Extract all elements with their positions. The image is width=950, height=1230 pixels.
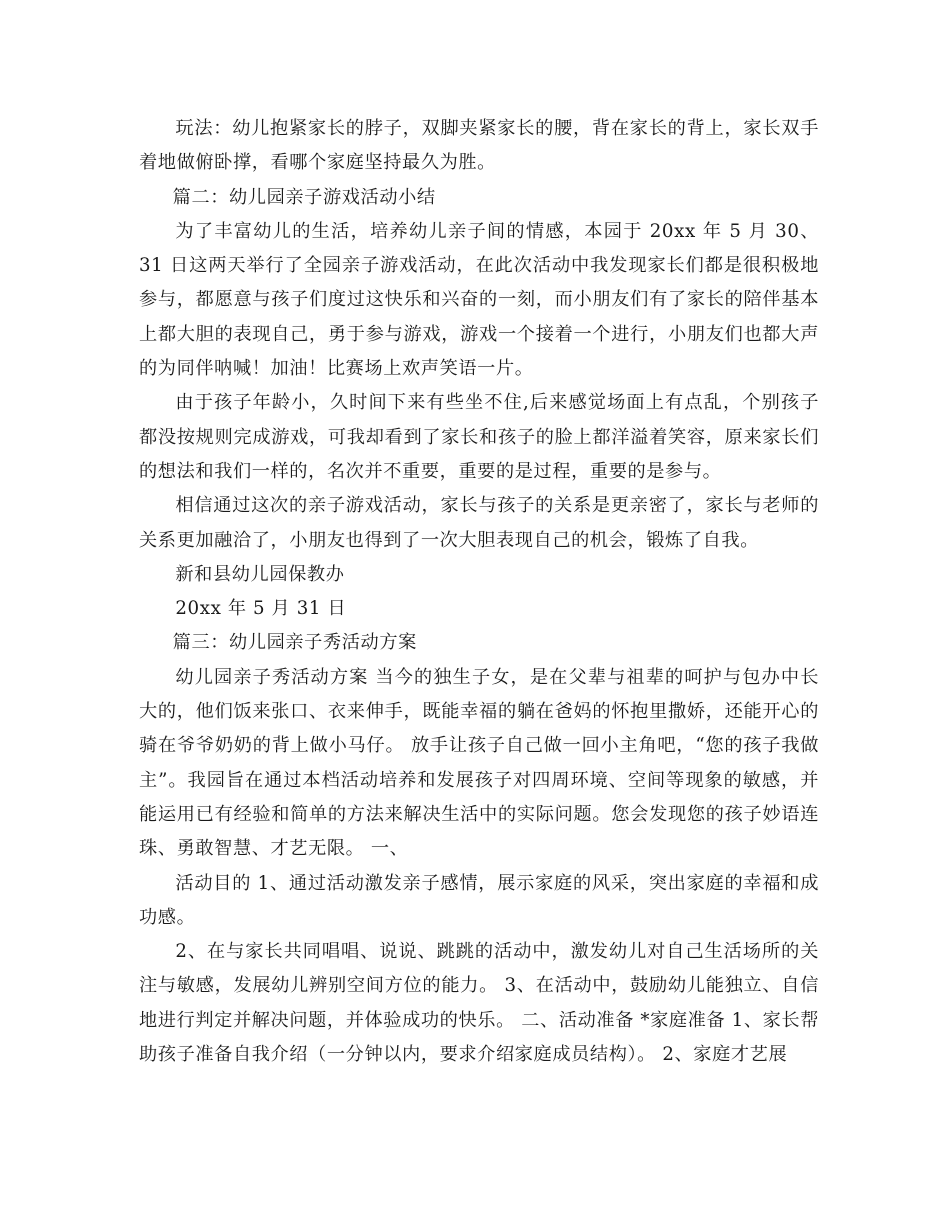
para-summary-observation: 由于孩子年龄小，久时间下来有些坐不住,后来感觉场面上有点乱，个别孩子都没按规则完成游戏，可我却看到了家长和孩子的脸上都洋溢着笑容，原来家长们的想法和我们一样的，名次并不重要，重要的是过程，重要的是参与。: [139, 392, 819, 482]
para-summary-intro: 为了丰富幼儿的生活，培养幼儿亲子间的情感，本园于 20xx 年 5 月 30、31 日这两天举行了全园亲子游戏活动，在此次活动中我发现家长们都是很积极地参与，都愿意与孩子们度过这快乐和兴奋的一刻，而小朋友们有了家长的陪伴基本上都大胆的表现自己，勇于参与游戏，游戏一个接着一个进行，小朋友们也都大声的为同伴呐喊！加油！比赛场上欢声笑语一片。: [139, 220, 819, 380]
para-plan-goal-2: 2、在与家长共同唱唱、说说、跳跳的活动中，激发幼儿对自己生活场所的关注与敏感，发展幼儿辨别空间方位的能力。 3、在活动中，鼓励幼儿能独立、自信地进行判定并解决问题，并体验成功的快乐。 二、活动准备 *家庭准备 1、家长帮助孩子准备自我介绍（一分钟以内，要求介绍家庭成员结构）。 2、家庭才艺展: [139, 941, 819, 1066]
para-summary-conclusion: 相信通过这次的亲子游戏活动，家长与孩子的关系是更亲密了，家长与老师的关系更加融洽了，小朋友也得到了一次大胆表现自己的机会，锻炼了自我。: [139, 495, 819, 551]
heading-part-three: 篇三：幼儿园亲子秀活动方案: [172, 632, 417, 654]
para-plan-goal-1: 活动目的 1、通过活动激发亲子感情，展示家庭的风采，突出家庭的幸福和成功感。: [139, 872, 819, 928]
para-plan-intro: 幼儿园亲子秀活动方案 当今的独生子女，是在父辈与祖辈的呵护与包办中长大的，他们饭来张口、衣来伸手，既能幸福的躺在爸妈的怀抱里撒娇，还能开心的骑在爷爷奶奶的背上做小马仔。 放手让孩子自己做一回小主角吧，“您的孩子我做主”。我园旨在通过本档活动培养和发展孩子对四周环境、空间等现象的敏感，并能运用已有经验和简单的方法来解决生活中的实际问题。您会发现您的孩子妙语连珠、勇敢智慧、才艺无限。 一、: [139, 666, 819, 860]
para-game-rules: 玩法：幼儿抱紧家长的脖子，双脚夹紧家长的腰，背在家长的背上，家长双手着地做俯卧撑，看哪个家庭坚持最久为胜。: [139, 118, 819, 174]
document-body: [139, 112, 819, 1072]
heading-part-two: 篇二：幼儿园亲子游戏活动小结: [172, 186, 436, 208]
signature-date: 20xx 年 5 月 31 日: [175, 598, 347, 620]
signature-organization: 新和县幼儿园保教办: [175, 563, 345, 585]
